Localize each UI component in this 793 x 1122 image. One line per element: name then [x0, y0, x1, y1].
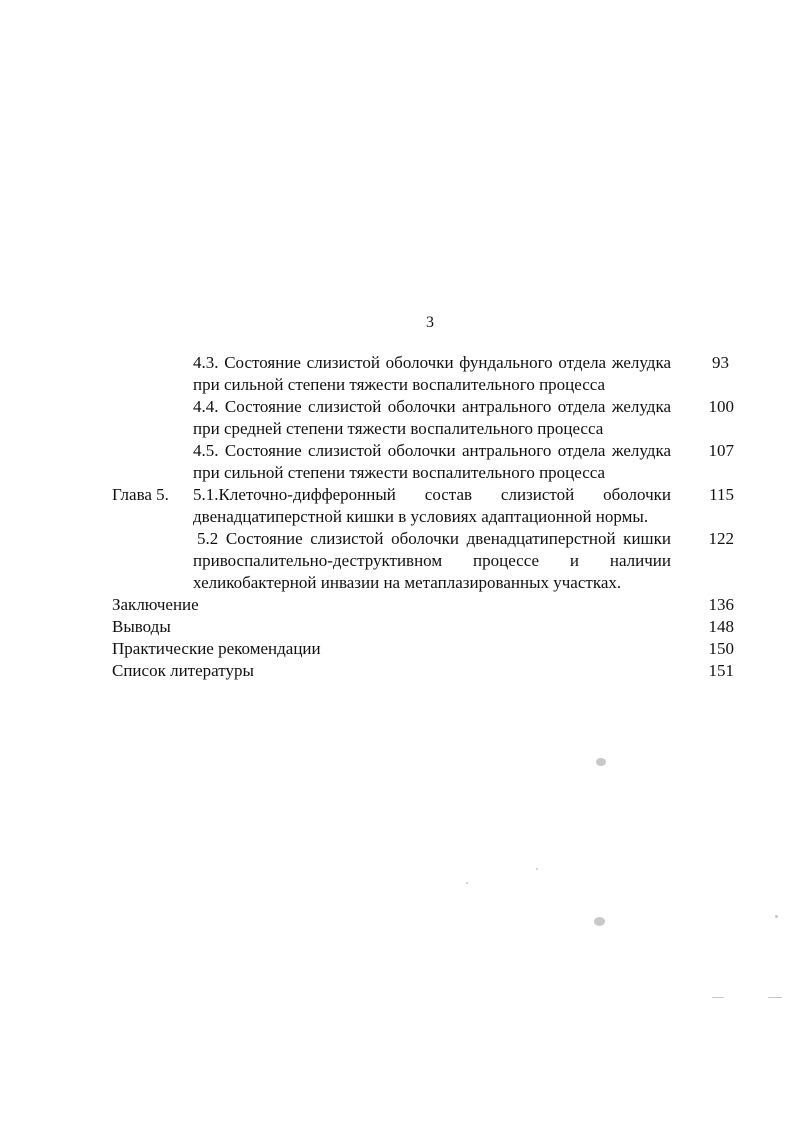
- toc-entry-page: 115: [709, 485, 734, 504]
- toc-entry-page: 93: [712, 353, 729, 372]
- scan-speck: [712, 997, 724, 998]
- toc-section-conclusion: [112, 594, 734, 616]
- scan-speck: [466, 882, 468, 884]
- toc-section-title: Заключение: [112, 595, 199, 614]
- toc-section-page: 150: [708, 639, 734, 658]
- toc-section-title: Список литературы: [112, 661, 254, 680]
- toc-section-title: Выводы: [112, 617, 171, 636]
- page-number: 3: [426, 314, 434, 331]
- toc-entry-4-3: [112, 352, 734, 396]
- toc-entry-text: 4.3. Состояние слизистой оболочки фундального отдела желудка при сильной степени тяжести воспалительного процесса: [193, 353, 671, 394]
- toc-entry-4-5: [112, 440, 734, 484]
- toc-section-references: [112, 660, 734, 682]
- toc-section-page: 148: [708, 617, 734, 636]
- scan-speck: [594, 917, 605, 926]
- toc-entry-page: 122: [708, 529, 734, 548]
- scan-speck: [775, 915, 778, 918]
- toc-entry-page: 100: [708, 397, 734, 416]
- toc-entry-text: 4.4. Состояние слизистой оболочки антрального отдела желудка при средней степени тяжести воспалительного процесса: [193, 397, 671, 438]
- toc-entry-text: 5.1.Клеточно-дифферонный состав слизистой оболочки двенадцатиперстной кишки в условиях адаптационной нормы.: [193, 485, 671, 526]
- toc-section-title: Практические рекомендации: [112, 639, 321, 658]
- toc-section-recommendations: [112, 638, 734, 660]
- toc-section-page: 151: [708, 661, 734, 680]
- table-of-contents: [112, 352, 734, 682]
- toc-entry-text: 5.2 Состояние слизистой оболочки двенадцатиперстной кишки привоспалительно-деструктивном процессе и наличии хеликобактерной инвазии на метаплазированных участках.: [193, 529, 671, 592]
- toc-entry-text: 4.5. Состояние слизистой оболочки антрального отдела желудка при сильной степени тяжести воспалительного процесса: [193, 441, 671, 482]
- chapter-label: Глава 5.: [112, 485, 169, 504]
- scan-speck: [536, 868, 538, 870]
- scan-speck: [596, 758, 606, 766]
- scan-speck: [768, 997, 782, 998]
- toc-entry-5-2: [112, 528, 734, 594]
- toc-section-findings: [112, 616, 734, 638]
- toc-section-page: 136: [708, 595, 734, 614]
- toc-entry-page: 107: [708, 441, 734, 460]
- toc-entry-5-1: [112, 484, 734, 528]
- toc-entry-4-4: [112, 396, 734, 440]
